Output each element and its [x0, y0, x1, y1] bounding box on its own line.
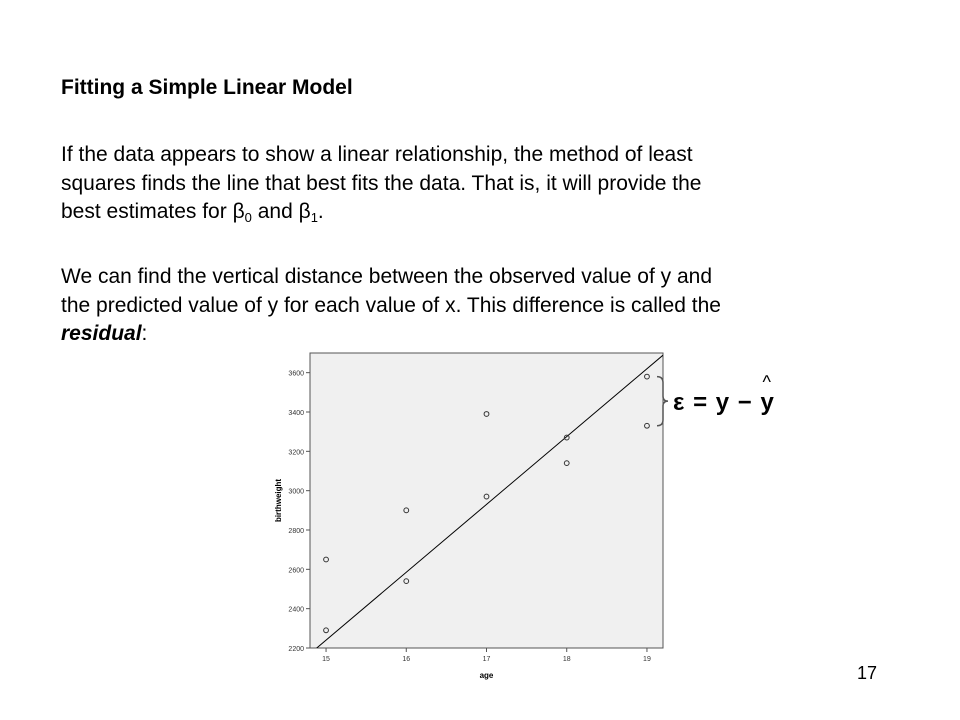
epsilon-symbol: ε: [673, 389, 686, 416]
para1-line3: [61, 198, 921, 227]
y-tick-label-3600: 3600: [288, 370, 304, 378]
beta-text: best estimates for β: [61, 200, 245, 224]
x-tick-label-15: 15: [322, 656, 330, 663]
x-tick-label-19: 19: [643, 656, 651, 663]
y-tick-label-2600: 2600: [288, 567, 304, 575]
para2-line1: We can find the vertical distance between the observed value of y and: [61, 265, 713, 288]
page-number: 17: [857, 663, 878, 683]
y-tick-label-2200: 2200: [288, 646, 304, 653]
para1-line2: squares finds the line that best fits the data. That is, it will provide the: [61, 171, 702, 195]
plot-area: [310, 353, 663, 648]
x-tick-label-16: 16: [402, 656, 411, 663]
observed-y: y: [715, 389, 731, 416]
and-beta-text: and β: [251, 200, 311, 224]
x-axis-label: age: [479, 671, 494, 680]
scatter-plot: [270, 345, 670, 690]
residual-term: residual: [61, 322, 142, 346]
para2-line2: the predicted value of y for each value of x. This difference is called the: [61, 293, 721, 317]
y-tick-label-3400: 3400: [288, 410, 304, 417]
residual-formula: [673, 372, 775, 417]
predicted-y: [760, 372, 775, 417]
predicted-y-letter: y: [760, 389, 775, 416]
equals-sign: =: [693, 389, 709, 416]
hat-symbol: ^: [762, 372, 772, 392]
paragraph-least-squares: [61, 141, 921, 227]
y-tick-label-3000: 3000: [288, 488, 304, 496]
y-tick-label-3200: 3200: [288, 449, 304, 457]
y-tick-label-2800: 2800: [288, 528, 304, 535]
para1-line1: If the data appears to show a linear relationship, the method of least: [61, 143, 693, 166]
y-tick-label-2400: 2400: [288, 606, 304, 614]
beta-0-subscript: 0: [244, 210, 252, 226]
residual-colon: :: [141, 322, 148, 346]
slide-title: Fitting a Simple Linear Model: [61, 76, 353, 99]
x-tick-label-18: 18: [562, 656, 571, 663]
beta-1-subscript: 1: [310, 210, 318, 226]
y-axis-label: birthweight: [274, 478, 283, 523]
period: .: [317, 200, 324, 224]
paragraph-residual: [61, 263, 921, 349]
minus-sign: −: [737, 389, 753, 416]
x-tick-label-17: 17: [482, 656, 491, 663]
